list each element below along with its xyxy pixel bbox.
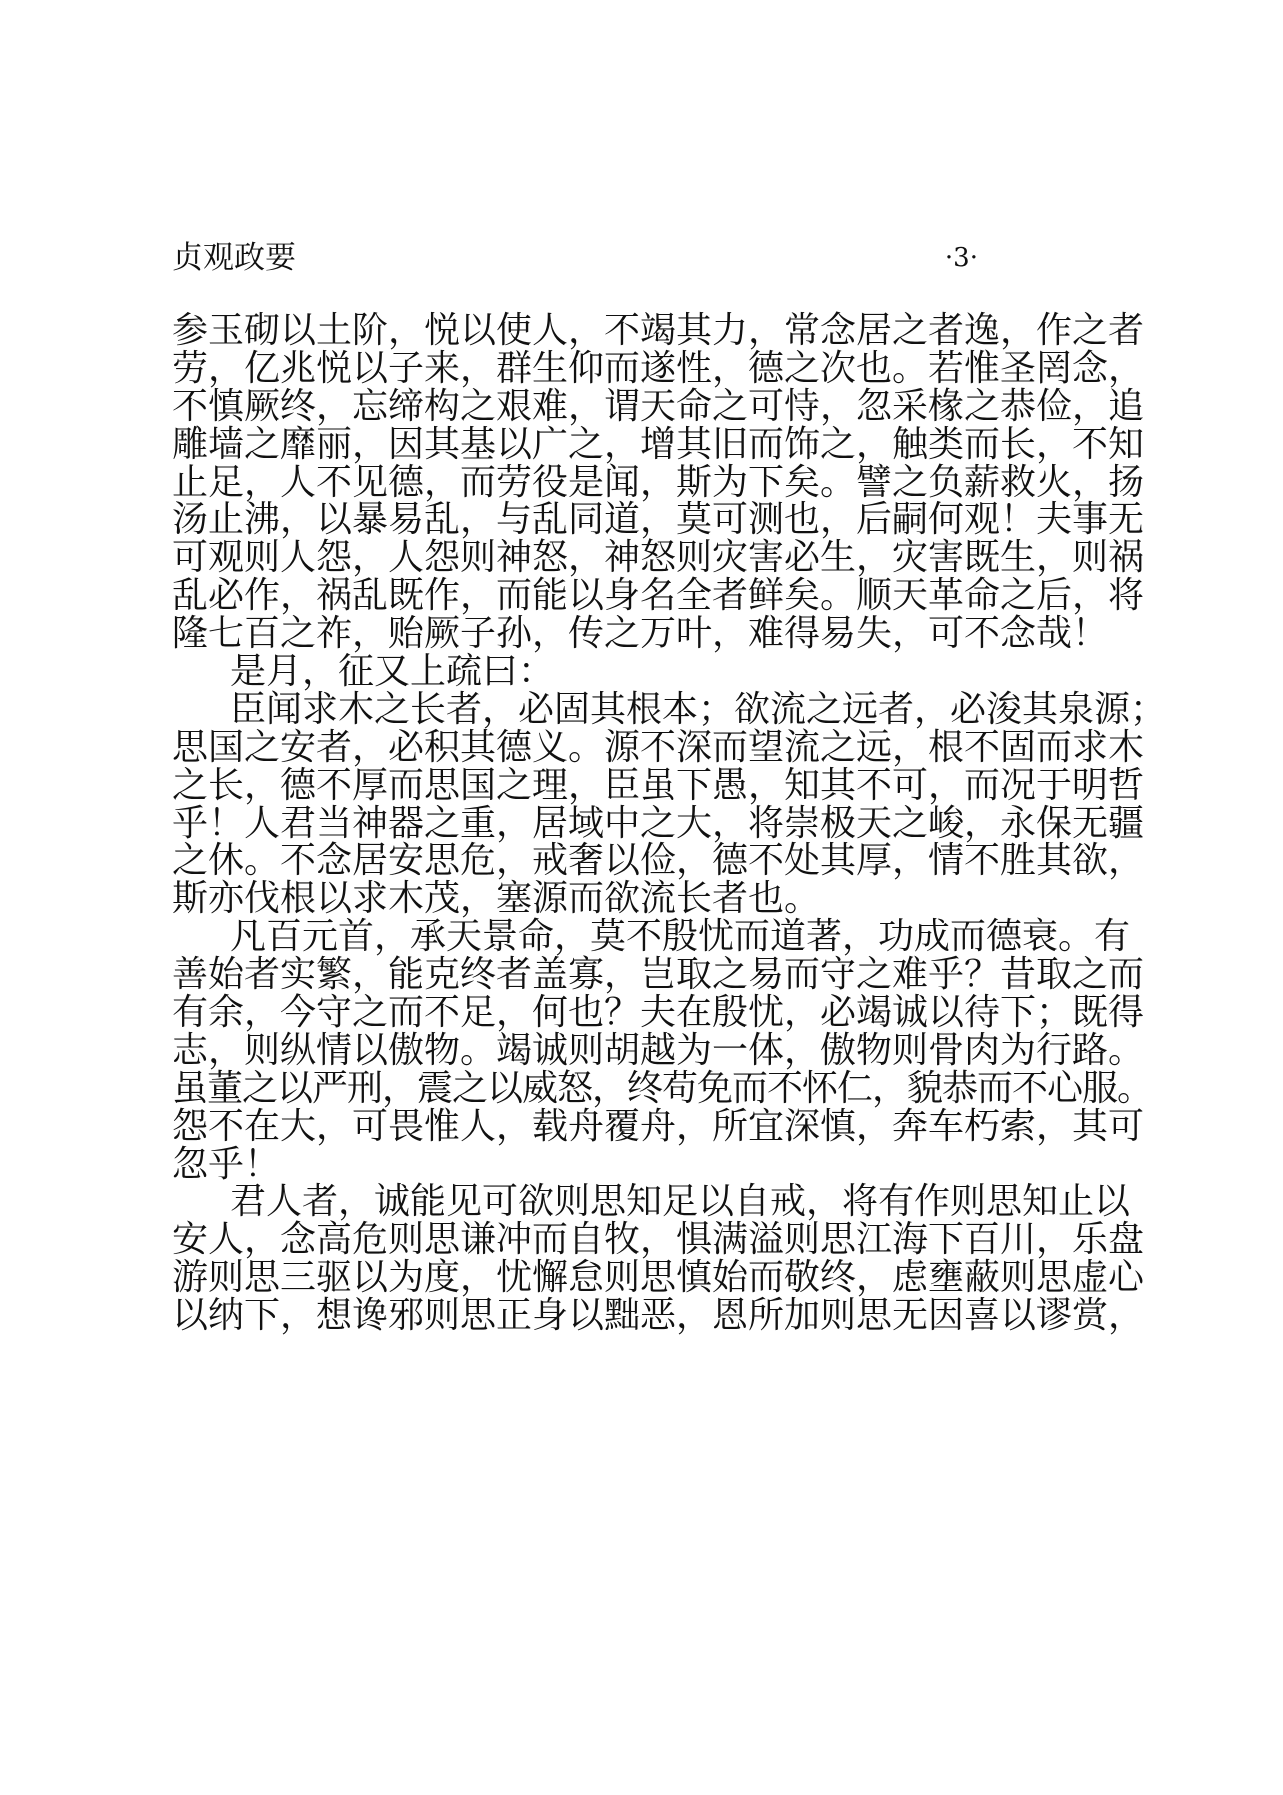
text-line: 思国之安者，必积其德义。源不深而望流之远，根不固而求木 <box>172 726 1145 768</box>
book-title: 贞观政要 <box>172 240 296 276</box>
text-line: 以纳下，想谗邪则思正身以黜恶，恩所加则思无因喜以谬赏， <box>172 1295 1145 1337</box>
text-line: 有余，今守之而不足，何也？夫在殷忧，必竭诚以待下；既得 <box>172 992 1145 1034</box>
text-line: 乎！人君当神器之重，居域中之大，将崇极天之峻，永保无疆 <box>172 802 1145 844</box>
text-line: 汤止沸，以暴易乱，与乱同道，莫可测也，后嗣何观！夫事无 <box>172 499 1145 541</box>
running-header <box>172 236 978 280</box>
body-text <box>172 310 1167 1337</box>
text-line: 之长，德不厚而思国之理，臣虽下愚，知其不可，而况于明哲 <box>172 764 1145 806</box>
text-line: 隆七百之祚，贻厥子孙，传之万叶，难得易失，可不念哉！ <box>172 613 1109 655</box>
text-line: 虽董之以严刑，震之以威怒，终苟免而不怀仁，貌恭而不心服。 <box>172 1067 1153 1109</box>
text-line: 安人，念高危则思谦冲而自牧，惧满溢则思江海下百川，乐盘 <box>172 1219 1145 1261</box>
text-line: 不慎厥终，忘缔构之艰难，谓天命之可恃，忽采椽之恭俭，追 <box>172 385 1145 427</box>
text-line: 游则思三驱以为度，忧懈怠则思慎始而敬终，虑壅蔽则思虚心 <box>172 1257 1145 1299</box>
text-line: 善始者实繁，能克终者盖寡，岂取之易而守之难乎？昔取之而 <box>172 954 1145 996</box>
text-line: 之休。不念居安思危，戒奢以俭，德不处其厚，情不胜其欲， <box>172 840 1145 882</box>
paragraph-start: 凡百元首，承天景命，莫不殷忧而道著，功成而德衰。有 <box>230 916 1131 958</box>
text-line: 止足，人不见德，而劳役是闻，斯为下矣。譬之负薪救火，扬 <box>172 461 1145 503</box>
page-number: ·3· <box>944 243 978 273</box>
paragraph-start: 是月，征又上疏曰： <box>230 651 555 693</box>
text-line: 参玉砌以土阶，悦以使人，不竭其力，常念居之者逸，作之者 <box>172 310 1145 351</box>
text-line: 可观则人怨，人怨则神怒，神怒则灾害必生，灾害既生，则祸 <box>172 537 1145 579</box>
text-line: 劳，亿兆悦以子来，群生仰而遂性，德之次也。若惟圣罔念， <box>172 347 1145 389</box>
text-line: 忽乎！ <box>172 1143 281 1185</box>
text-line: 斯亦伐根以求木茂，塞源而欲流长者也。 <box>172 878 821 920</box>
text-line: 雕墙之靡丽，因其基以广之，增其旧而饰之，触类而长，不知 <box>172 423 1145 465</box>
text-line: 怨不在大，可畏惟人，载舟覆舟，所宜深慎，奔车朽索，其可 <box>172 1105 1145 1147</box>
paragraph-start: 臣闻求木之长者，必固其根本；欲流之远者，必浚其泉源； <box>230 688 1167 730</box>
paragraph-start: 君人者，诚能见可欲则思知足以自戒，将有作则思知止以 <box>230 1181 1131 1223</box>
text-line: 志，则纵情以傲物。竭诚则胡越为一体，傲物则骨肉为行路。 <box>172 1029 1145 1071</box>
text-line: 乱必作，祸乱既作，而能以身名全者鲜矣。顺天革命之后，将 <box>172 575 1145 617</box>
